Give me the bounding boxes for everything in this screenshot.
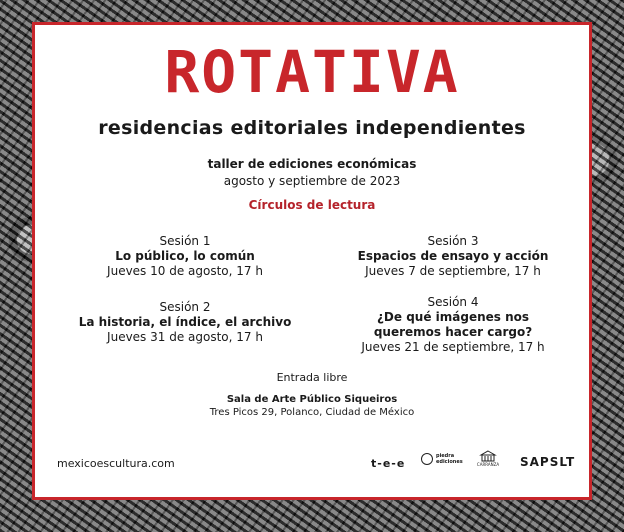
session-date: Jueves 7 de septiembre, 17 h	[365, 264, 541, 278]
session-1	[85, 234, 285, 279]
venue-name: Sala de Arte Público Siqueiros	[226, 394, 398, 405]
building-logo-caption: CARRANZA	[476, 462, 500, 467]
session-label: Sesión 4	[427, 295, 479, 309]
session-title: Lo público, lo común	[115, 249, 255, 263]
sapslt-logo: SAPSLT	[520, 455, 576, 469]
session-label: Sesión 1	[159, 234, 211, 248]
session-4	[353, 295, 553, 355]
session-title: Espacios de ensayo y acción	[357, 249, 549, 263]
piedra-line-1: piedra	[436, 453, 455, 459]
session-title: La historia, el índice, el archivo	[78, 315, 292, 329]
piedra-line-2: ediciones	[436, 459, 463, 465]
poster-title: ROTATIVA	[164, 38, 460, 106]
session-label: Sesión 3	[427, 234, 479, 248]
session-title-line-1: ¿De qué imágenes nos	[376, 310, 530, 324]
piedra-circle-icon	[421, 453, 433, 465]
poster-panel	[35, 25, 589, 497]
website-link[interactable]: mexicoescultura.com	[57, 457, 175, 470]
session-2	[65, 300, 305, 345]
workshop-dates: agosto y septiembre de 2023	[223, 174, 401, 188]
session-3	[353, 234, 553, 279]
session-date: Jueves 31 de agosto, 17 h	[107, 330, 263, 344]
poster-subtitle: residencias editoriales independientes	[98, 117, 526, 139]
piedra-logo-text	[436, 453, 463, 465]
piedra-ediciones-logo	[421, 453, 463, 465]
building-icon	[479, 450, 497, 462]
session-date: Jueves 21 de septiembre, 17 h	[361, 340, 545, 354]
venue-address: Tres Picos 29, Polanco, Ciudad de México	[209, 407, 415, 418]
building-logo	[475, 450, 501, 467]
entry-note: Entrada libre	[276, 371, 348, 384]
tee-logo: t-e-e	[371, 457, 406, 470]
session-date: Jueves 10 de agosto, 17 h	[107, 264, 263, 278]
session-title-line-2: queremos hacer cargo?	[373, 325, 533, 339]
session-label: Sesión 2	[159, 300, 211, 314]
workshop-name: taller de ediciones económicas	[207, 157, 417, 171]
section-heading: Círculos de lectura	[248, 198, 376, 212]
